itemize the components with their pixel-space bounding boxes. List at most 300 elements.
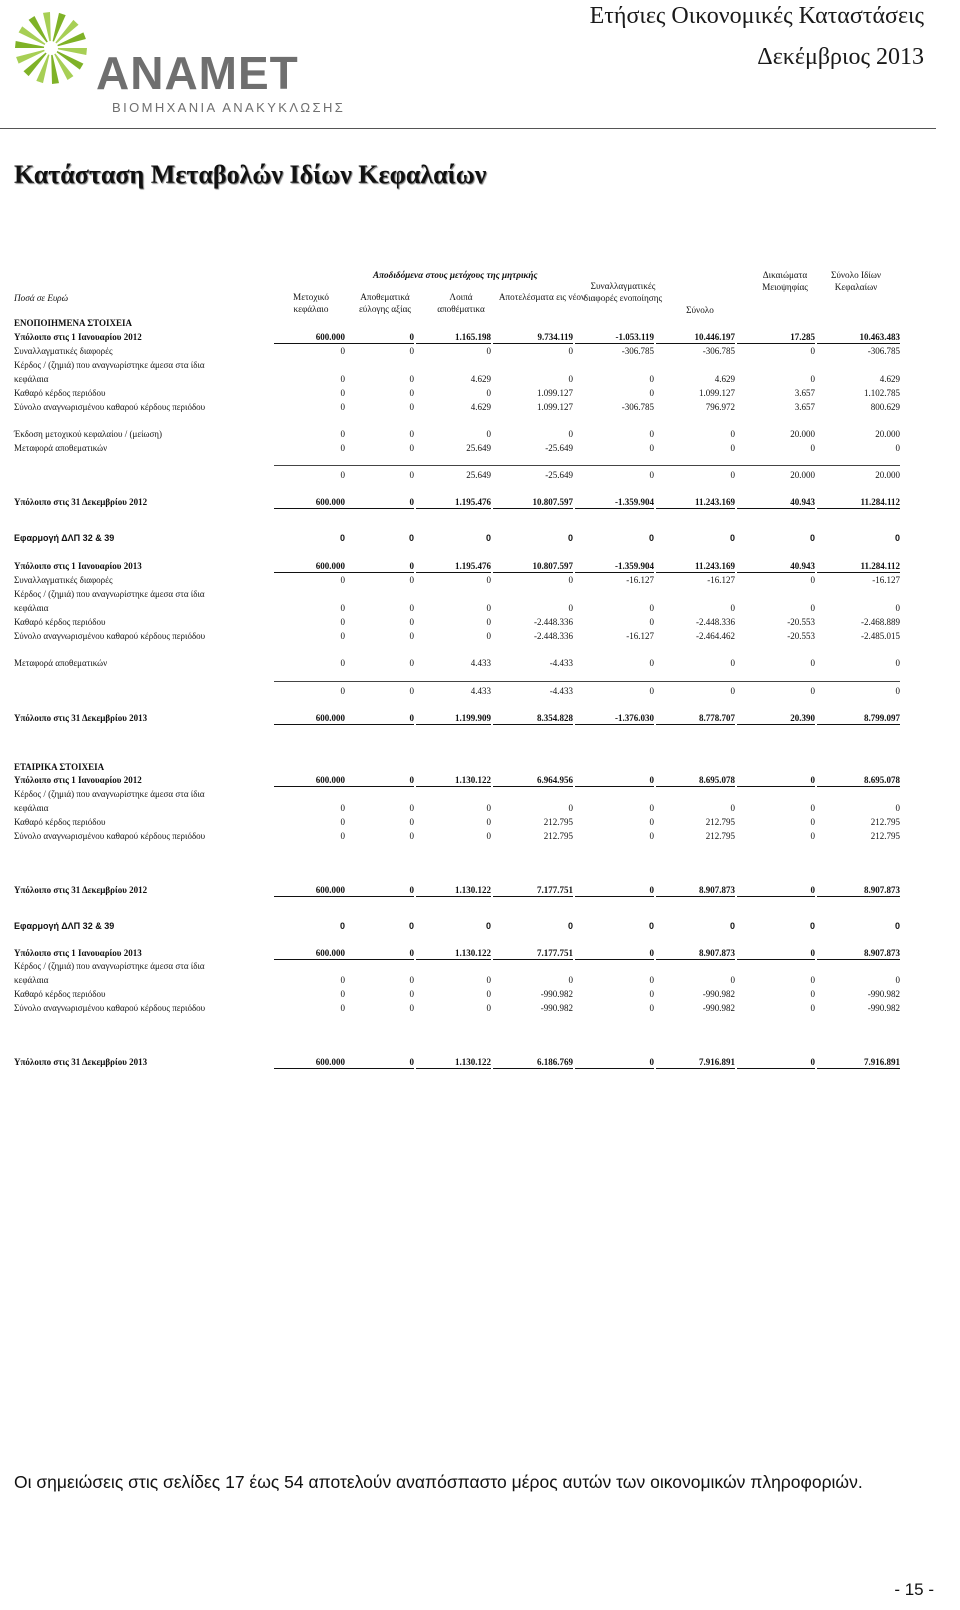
total-underline — [347, 724, 414, 725]
total-underline — [274, 786, 347, 787]
cell-value: 0 — [486, 831, 491, 841]
cell-value: 8.907.873 — [864, 948, 900, 958]
cell-value: 0 — [649, 443, 654, 453]
table-row — [0, 988, 936, 1000]
cell-value: 212.795 — [870, 817, 900, 827]
cell-value: 8.799.097 — [864, 713, 900, 723]
cell-value: 4.629 — [470, 374, 491, 384]
row-label: Κέρδος / (ζημιά) που αναγνωρίστηκε άμεσα στα ίδια — [14, 589, 205, 599]
total-underline — [656, 786, 735, 787]
total-underline — [493, 1068, 573, 1069]
cell-value: 0 — [568, 346, 573, 356]
cell-value: 0 — [649, 831, 654, 841]
cell-value: -1.376.030 — [615, 713, 654, 723]
cell-value: -990.982 — [702, 1003, 735, 1013]
row-label: Σύνολο αναγνωρισμένου καθαρού κέρδους περιόδου — [14, 831, 206, 841]
cell-value: 0 — [567, 533, 573, 543]
cell-value: 0 — [486, 975, 491, 985]
cell-value: 0 — [409, 470, 414, 480]
cell-value: 7.177.751 — [537, 885, 573, 895]
table-row — [0, 373, 936, 385]
cell-value: 4.629 — [714, 374, 735, 384]
cell-value: 0 — [810, 1057, 815, 1067]
cell-value: 0 — [895, 658, 900, 668]
cell-value: 0 — [409, 443, 414, 453]
cell-value: 0 — [649, 989, 654, 999]
total-underline — [416, 896, 491, 897]
total-underline — [656, 724, 735, 725]
row-label: Μεταφορά αποθεματικών — [14, 443, 108, 453]
cell-value: 1.099.127 — [537, 402, 573, 412]
total-underline — [493, 508, 573, 509]
table-row — [0, 359, 936, 371]
table-row — [0, 560, 936, 572]
total-underline — [817, 508, 900, 509]
cell-value: 8.354.828 — [537, 713, 573, 723]
table-row — [0, 884, 936, 896]
cell-value: 0 — [340, 346, 345, 356]
cell-value: 0 — [730, 803, 735, 813]
cell-value: -2.485.015 — [861, 631, 900, 641]
cell-value: 20.390 — [790, 713, 815, 723]
cell-value: 0 — [409, 603, 414, 613]
cell-value: 0 — [340, 658, 345, 668]
row-label: Υπόλοιπο στις 1 Ιανουαρίου 2012 — [14, 332, 142, 342]
table-row — [0, 960, 936, 972]
cell-value: 7.177.751 — [537, 948, 573, 958]
row-label: Καθαρό κέρδος περιόδου — [14, 388, 106, 398]
header-divider — [0, 128, 936, 129]
cell-value: 0 — [409, 346, 414, 356]
table-row — [0, 816, 936, 828]
cell-value: 0 — [730, 443, 735, 453]
cell-value: 0 — [409, 332, 414, 342]
total-underline — [575, 508, 654, 509]
cell-value: 0 — [809, 921, 815, 931]
row-label: κεφάλαια — [14, 975, 49, 985]
cell-value: 0 — [730, 686, 735, 696]
cell-value: 212.795 — [870, 831, 900, 841]
cell-value: 0 — [409, 429, 414, 439]
cell-value: -25.649 — [545, 470, 573, 480]
cell-value: 1.130.122 — [455, 885, 491, 895]
total-underline — [416, 572, 491, 573]
cell-value: 11.243.169 — [694, 497, 735, 507]
table-row — [0, 496, 936, 508]
cell-value: 600.000 — [315, 713, 345, 723]
cell-value: 0 — [649, 975, 654, 985]
cell-value: 0 — [568, 575, 573, 585]
cell-value: 11.284.112 — [860, 497, 900, 507]
cell-value: 0 — [409, 1057, 414, 1067]
cell-value: 0 — [340, 686, 345, 696]
cell-value: 0 — [730, 429, 735, 439]
total-underline — [493, 724, 573, 725]
cell-value: -990.982 — [540, 989, 573, 999]
group-header: Αποδιδόμενα στους μετόχους της μητρικής — [373, 270, 538, 280]
total-underline — [737, 508, 815, 509]
cell-value: -4.433 — [549, 686, 573, 696]
cell-value: -16.127 — [707, 575, 735, 585]
cell-value: 20.000 — [790, 429, 815, 439]
row-label: Εφαρμογή ΔΛΠ 32 & 39 — [14, 533, 115, 543]
cell-value: 0 — [895, 443, 900, 453]
cell-value: -990.982 — [702, 989, 735, 999]
cell-value: 0 — [340, 388, 345, 398]
col-header-minority-interests: Δικαιώματα Μειοψηφίας — [762, 270, 808, 292]
cell-value: 0 — [409, 374, 414, 384]
total-underline — [737, 786, 815, 787]
cell-value: 0 — [810, 948, 815, 958]
row-label: Έκδοση μετοχικού κεφαλαίου / (μείωση) — [14, 429, 162, 439]
company-logo-icon — [12, 8, 90, 90]
cell-value: 0 — [340, 975, 345, 985]
cell-value: 0 — [895, 803, 900, 813]
cell-value: -16.127 — [626, 575, 654, 585]
row-label: Υπόλοιπο στις 1 Ιανουαρίου 2013 — [14, 561, 142, 571]
cell-value: 0 — [340, 443, 345, 453]
table-row — [0, 588, 936, 600]
cell-value: 4.629 — [470, 402, 491, 412]
cell-value: 600.000 — [315, 885, 345, 895]
cell-value: -306.785 — [867, 346, 900, 356]
cell-value: 1.102.785 — [864, 388, 900, 398]
cell-value: 0 — [340, 989, 345, 999]
row-label: Κέρδος / (ζημιά) που αναγνωρίστηκε άμεσα στα ίδια — [14, 961, 205, 971]
total-underline — [416, 786, 491, 787]
cell-value: 600.000 — [315, 332, 345, 342]
cell-value: 1.195.476 — [455, 497, 491, 507]
cell-value: 25.649 — [466, 443, 491, 453]
table-row — [0, 788, 936, 800]
cell-value: 0 — [649, 658, 654, 668]
cell-value: 0 — [340, 402, 345, 412]
cell-value: 0 — [486, 603, 491, 613]
cell-value: 0 — [409, 402, 414, 412]
cell-value: -2.448.336 — [696, 617, 735, 627]
cell-value: 0 — [810, 975, 815, 985]
cell-value: 0 — [895, 975, 900, 985]
report-title: Ετήσιες Οικονομικές Καταστάσεις — [589, 3, 924, 29]
total-underline — [817, 724, 900, 725]
total-underline — [737, 343, 815, 344]
cell-value: -990.982 — [867, 989, 900, 999]
row-label: Καθαρό κέρδος περιόδου — [14, 817, 106, 827]
cell-value: 0 — [409, 561, 414, 571]
cell-value: 0 — [649, 429, 654, 439]
total-underline — [656, 896, 735, 897]
total-underline — [274, 724, 347, 725]
cell-value: 0 — [810, 885, 815, 895]
cell-value: -1.053.119 — [615, 332, 654, 342]
cell-value: 0 — [409, 658, 414, 668]
cell-value: 11.284.112 — [860, 561, 900, 571]
cell-value: 8.907.873 — [699, 885, 735, 895]
table-row — [0, 685, 936, 697]
subtotal-divider — [274, 681, 900, 682]
cell-value: 0 — [810, 775, 815, 785]
total-underline — [416, 508, 491, 509]
total-underline — [347, 896, 414, 897]
cell-value: 0 — [409, 1003, 414, 1013]
total-underline — [575, 724, 654, 725]
col-header-other-reserves: Λοιπά αποθέματικα — [437, 292, 485, 314]
cell-value: 0 — [810, 346, 815, 356]
cell-value: 0 — [649, 775, 654, 785]
cell-value: 11.243.169 — [694, 561, 735, 571]
cell-value: 0 — [486, 388, 491, 398]
cell-value: 20.000 — [875, 429, 900, 439]
total-underline — [817, 572, 900, 573]
col-header-share-capital: Μετοχικό κεφάλαιο — [293, 292, 329, 314]
cell-value: -2.468.889 — [861, 617, 900, 627]
cell-value: -16.127 — [626, 631, 654, 641]
cell-value: 0 — [486, 989, 491, 999]
row-label: Υπόλοιπο στις 31 Δεκεμβρίου 2013 — [14, 1057, 148, 1067]
cell-value: 0 — [409, 948, 414, 958]
subtotal-divider — [274, 465, 900, 466]
cell-value: -2.464.462 — [696, 631, 735, 641]
row-label: Κέρδος / (ζημιά) που αναγνωρίστηκε άμεσα στα ίδια — [14, 360, 205, 370]
cell-value: 0 — [409, 775, 414, 785]
cell-value: 0 — [810, 443, 815, 453]
cell-value: 40.943 — [790, 561, 815, 571]
cell-value: 0 — [649, 686, 654, 696]
cell-value: 40.943 — [790, 497, 815, 507]
total-underline — [737, 724, 815, 725]
cell-value: 0 — [649, 603, 654, 613]
col-header-fair-value-reserves: Αποθεματικά εύλογης αξίας — [358, 292, 412, 314]
row-label: κεφάλαια — [14, 603, 49, 613]
table-row — [0, 442, 936, 454]
cell-value: 0 — [810, 686, 815, 696]
cell-value: 20.000 — [875, 470, 900, 480]
row-label: Υπόλοιπο στις 31 Δεκεμβρίου 2013 — [14, 713, 148, 723]
cell-value: 0 — [648, 921, 654, 931]
cell-value: 0 — [810, 1003, 815, 1013]
total-underline — [575, 343, 654, 344]
cell-value: 800.629 — [870, 402, 900, 412]
cell-value: 0 — [648, 533, 654, 543]
row-label: Καθαρό κέρδος περιόδου — [14, 617, 106, 627]
cell-value: 1.130.122 — [455, 948, 491, 958]
cell-value: 600.000 — [315, 561, 345, 571]
cell-value: 10.807.597 — [532, 561, 573, 571]
row-label: Σύνολο αναγνωρισμένου καθαρού κέρδους περιόδου — [14, 1003, 206, 1013]
cell-value: 3.657 — [794, 402, 815, 412]
cell-value: 0 — [894, 533, 900, 543]
cell-value: 0 — [568, 374, 573, 384]
cell-value: -990.982 — [867, 1003, 900, 1013]
cell-value: 0 — [485, 533, 491, 543]
row-label: Υπόλοιπο στις 31 Δεκεμβρίου 2012 — [14, 885, 148, 895]
cell-value: 9.734.119 — [537, 332, 573, 342]
cell-value: 0 — [810, 658, 815, 668]
cell-value: 0 — [729, 533, 735, 543]
row-label: Κέρδος / (ζημιά) που αναγνωρίστηκε άμεσα στα ίδια — [14, 789, 205, 799]
cell-value: 0 — [649, 374, 654, 384]
total-underline — [817, 896, 900, 897]
cell-value: 600.000 — [315, 1057, 345, 1067]
cell-value: 4.433 — [470, 686, 491, 696]
cell-value: 20.000 — [790, 470, 815, 480]
cell-value: 4.629 — [879, 374, 900, 384]
cell-value: 17.285 — [790, 332, 815, 342]
cell-value: 0 — [486, 1003, 491, 1013]
cell-value: 0 — [649, 388, 654, 398]
cell-value: 796.972 — [705, 402, 735, 412]
cell-value: 0 — [810, 831, 815, 841]
cell-value: -4.433 — [549, 658, 573, 668]
cell-value: 25.649 — [466, 470, 491, 480]
cell-value: 0 — [340, 1003, 345, 1013]
company-logo-wordmark: ANAMET — [96, 47, 299, 99]
cell-value: 1.099.127 — [537, 388, 573, 398]
cell-value: 0 — [486, 617, 491, 627]
total-underline — [274, 896, 347, 897]
cell-value: -20.553 — [787, 631, 815, 641]
cell-value: 0 — [409, 817, 414, 827]
report-date: Δεκέμβριος 2013 — [757, 44, 924, 70]
cell-value: 1.195.476 — [455, 561, 491, 571]
total-underline — [656, 572, 735, 573]
cell-value: 0 — [810, 603, 815, 613]
total-underline — [274, 572, 347, 573]
cell-value: 0 — [340, 817, 345, 827]
cell-value: 10.807.597 — [532, 497, 573, 507]
cell-value: 1.130.122 — [455, 1057, 491, 1067]
cell-value: 0 — [486, 429, 491, 439]
total-underline — [656, 1068, 735, 1069]
total-underline — [493, 343, 573, 344]
table-row — [0, 630, 936, 642]
table-row — [0, 802, 936, 814]
page-title: Κατάσταση Μεταβολών Ιδίων Κεφαλαίων — [14, 160, 487, 189]
cell-value: 0 — [340, 617, 345, 627]
cell-value: 0 — [568, 803, 573, 813]
cell-value: 0 — [340, 631, 345, 641]
cell-value: 0 — [486, 575, 491, 585]
cell-value: 0 — [340, 831, 345, 841]
cell-value: 212.795 — [705, 831, 735, 841]
col-header-total-equity: Σύνολο Ιδίων Κεφαλαίων — [830, 270, 882, 292]
cell-value: 0 — [810, 374, 815, 384]
cell-value: 6.186.769 — [537, 1057, 573, 1067]
total-underline — [274, 1068, 347, 1069]
col-header-retained-earnings: Αποτελέσματα εις νέον — [498, 292, 586, 302]
cell-value: 0 — [568, 975, 573, 985]
total-underline — [493, 896, 573, 897]
cell-value: 0 — [567, 921, 573, 931]
cell-value: 0 — [810, 575, 815, 585]
total-underline — [416, 724, 491, 725]
cell-value: 6.964.956 — [537, 775, 573, 785]
cell-value: 0 — [895, 686, 900, 696]
cell-value: 0 — [409, 497, 414, 507]
cell-value: 0 — [340, 429, 345, 439]
cell-value: 0 — [408, 921, 414, 931]
cell-value: 8.695.078 — [699, 775, 735, 785]
table-row — [0, 428, 936, 440]
page-number: - 15 - — [894, 1580, 934, 1599]
total-underline — [416, 1068, 491, 1069]
table-row — [0, 574, 936, 586]
cell-value: 0 — [649, 803, 654, 813]
cell-value: 1.199.909 — [455, 713, 491, 723]
cell-value: 0 — [340, 603, 345, 613]
cell-value: 8.778.707 — [699, 713, 735, 723]
cell-value: 212.795 — [543, 831, 573, 841]
cell-value: 0 — [810, 803, 815, 813]
cell-value: 212.795 — [705, 817, 735, 827]
cell-value: 0 — [339, 921, 345, 931]
total-underline — [817, 343, 900, 344]
cell-value: 8.907.873 — [699, 948, 735, 958]
row-label: Υπόλοιπο στις 31 Δεκεμβρίου 2012 — [14, 497, 148, 507]
table-row — [0, 830, 936, 842]
total-underline — [274, 343, 347, 344]
cell-value: -2.448.336 — [534, 631, 573, 641]
company-logo-tagline: ΒΙΟΜΗΧΑΝΙΑ ΑΝΑΚΥΚΛΩΣΗΣ — [112, 100, 346, 115]
row-label: Υπόλοιπο στις 1 Ιανουαρίου 2013 — [14, 948, 142, 958]
row-label: Σύνολο αναγνωρισμένου καθαρού κέρδους περιόδου — [14, 402, 206, 412]
cell-value: 0 — [409, 617, 414, 627]
table-row — [0, 974, 936, 986]
row-label: κεφάλαια — [14, 374, 49, 384]
total-underline — [656, 508, 735, 509]
cell-value: 0 — [809, 533, 815, 543]
row-label: Σύνολο αναγνωρισμένου καθαρού κέρδους περιόδου — [14, 631, 206, 641]
total-underline — [347, 343, 414, 344]
table-row — [0, 387, 936, 399]
cell-value: -306.785 — [621, 402, 654, 412]
table-row — [0, 920, 936, 932]
table-row — [0, 331, 936, 343]
cell-value: 0 — [895, 603, 900, 613]
total-underline — [416, 343, 491, 344]
table-row — [0, 532, 936, 544]
cell-value: 0 — [810, 989, 815, 999]
cell-value: 0 — [649, 470, 654, 480]
total-underline — [347, 786, 414, 787]
total-underline — [575, 572, 654, 573]
total-underline — [347, 508, 414, 509]
total-underline — [575, 896, 654, 897]
total-underline — [575, 786, 654, 787]
cell-value: 10.463.483 — [859, 332, 900, 342]
cell-value: 0 — [409, 831, 414, 841]
total-underline — [493, 786, 573, 787]
cell-value: 1.130.122 — [455, 775, 491, 785]
table-row — [0, 401, 936, 413]
cell-value: 0 — [409, 686, 414, 696]
row-label: Καθαρό κέρδος περιόδου — [14, 989, 106, 999]
cell-value: 7.916.891 — [864, 1057, 900, 1067]
table-row — [0, 469, 936, 481]
cell-value: 1.165.198 — [455, 332, 491, 342]
cell-value: 0 — [409, 388, 414, 398]
cell-value: 0 — [729, 921, 735, 931]
cell-value: 1.099.127 — [699, 388, 735, 398]
table-row — [0, 345, 936, 357]
cell-value: 600.000 — [315, 497, 345, 507]
total-underline — [274, 508, 347, 509]
cell-value: -20.553 — [787, 617, 815, 627]
cell-value: 10.446.197 — [694, 332, 735, 342]
cell-value: 0 — [409, 713, 414, 723]
cell-value: 0 — [340, 470, 345, 480]
row-label: ΕΤΑΙΡΙΚΑ ΣΤΟΙΧΕΙΑ — [14, 762, 105, 772]
